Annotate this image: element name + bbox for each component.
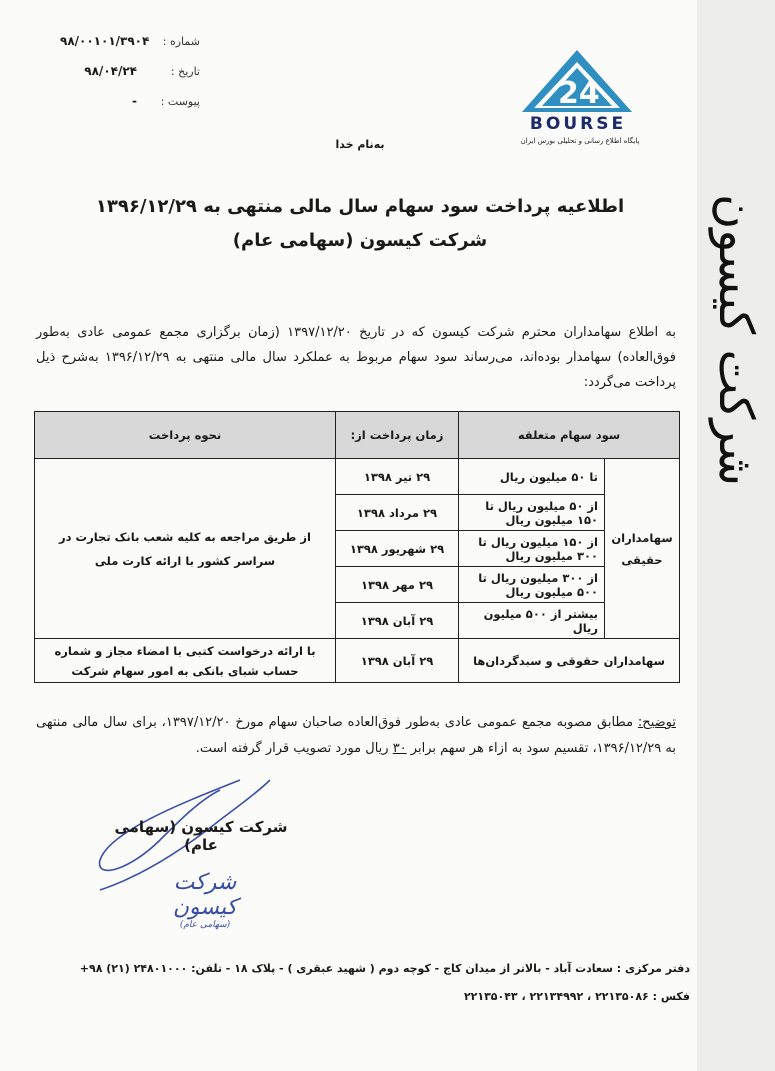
be-name: به‌نام خدا	[335, 138, 385, 151]
legal-date: ۲۹ آبان ۱۳۹۸	[335, 639, 458, 683]
meta-date-value: ۹۸/۰۴/۲۴	[84, 64, 137, 78]
stamp-line2: (سهامی عام)	[179, 920, 231, 930]
date-cell: ۲۹ مهر ۱۳۹۸	[335, 567, 458, 603]
stamp-line1: شرکت کیسون	[172, 870, 238, 920]
meta-attachment-value: -	[132, 94, 137, 108]
date-cell: ۲۹ تیر ۱۳۹۸	[335, 459, 458, 495]
note-amount: ۳۰	[392, 741, 407, 756]
company-title: شرکت کیسون (سهامی عام)	[232, 230, 488, 251]
meta-attachment-label: پیوست :	[160, 94, 200, 108]
meta-date-label: تاریخ :	[170, 64, 200, 78]
logo-subtitle: پایگاه اطلاع رسانی و تحلیلی بورس ایران	[520, 137, 640, 145]
note-text-before: مطابق مصوبه مجمع عمومی عادی به‌طور فوق‌العاده صاحبان سهام مورخ ۱۳۹۷/۱۲/۲۰، برای سال مالی منتهی به ۱۳۹۶/۱۲/۲۹، تقسیم سود به ازاء هر سهم برابر	[36, 715, 676, 756]
meta-attachment	[60, 86, 200, 116]
table-header-row	[35, 412, 680, 459]
note-paragraph	[36, 710, 676, 762]
letter-meta	[60, 26, 200, 116]
header-method: نحوه پرداخت	[35, 412, 336, 459]
range-cell: از ۳۰۰ میلیون ریال تا ۵۰۰ میلیون ریال	[458, 567, 604, 603]
group-label: سهامداران حقیقی	[605, 459, 680, 639]
footer-fax: فکس : ۲۲۱۳۵۰۸۶ ، ۲۲۱۳۴۹۹۲ ، ۲۲۱۳۵۰۴۳	[463, 990, 690, 1003]
range-cell: از ۱۵۰ میلیون ریال تا ۳۰۰ میلیون ریال	[458, 531, 604, 567]
dividend-table	[34, 411, 680, 683]
logo-wordmark: BOURSE	[529, 114, 627, 134]
side-company-title: شرکت کیسون	[708, 193, 764, 487]
header-share: سود سهام متعلقه	[458, 412, 679, 459]
legal-label: سهامداران حقوقی و سبدگردان‌ها	[458, 639, 679, 683]
method-individual: از طریق مراجعه به کلیه شعب بانک تجارت در سراسر کشور با ارائه کارت ملی	[35, 459, 336, 639]
meta-number	[60, 26, 200, 56]
intro-paragraph: به اطلاع سهامداران محترم شرکت کیسون که در تاریخ ۱۳۹۷/۱۲/۲۰ (زمان برگزاری مجمع عمومی عادی به‌طور فوق‌العاده) سهامدار بوده‌اند، می‌رساند سود سهام مربوط به عملکرد سال مالی منتهی به ۱۳۹۶/۱۲/۲۹ به‌شرح ذیل پرداخت می‌گردد:	[36, 325, 676, 390]
signature-title: شرکت کیسون (سهامی عام)	[114, 818, 288, 854]
range-cell: از ۵۰ میلیون ریال تا ۱۵۰ میلیون ریال	[458, 495, 604, 531]
date-cell: ۲۹ مرداد ۱۳۹۸	[335, 495, 458, 531]
header-date: زمان پرداخت از:	[335, 412, 458, 459]
legal-method: با ارائه درخواست کتبی با امضاء مجاز و شماره حساب شبای بانکی به امور سهام شرکت	[35, 639, 336, 683]
svg-text:24: 24	[558, 76, 600, 111]
note-label: توضیح:	[637, 715, 676, 730]
meta-number-value: ۹۸/۰۰۱۰۱/۳۹۰۴	[60, 34, 150, 48]
page-title: اطلاعیه پرداخت سود سهام سال مالی منتهی به ۱۳۹۶/۱۲/۲۹	[95, 196, 625, 217]
footer-address: دفتر مرکزی : سعادت آباد - بالاتر از میدان کاج - کوچه دوم ( شهید عبقری ) - پلاک ۱۸ - تلفن: ۲۴۸۰۱۰۰۰ (۲۱) ۹۸+	[79, 962, 690, 975]
table-row	[35, 639, 680, 683]
company-stamp	[140, 870, 270, 930]
note-text-after: ریال مورد تصویب قرار گرفته است.	[195, 741, 393, 756]
date-cell: ۲۹ آبان ۱۳۹۸	[335, 603, 458, 639]
date-cell: ۲۹ شهریور ۱۳۹۸	[335, 531, 458, 567]
meta-number-label: شماره :	[162, 34, 200, 48]
table-row	[35, 459, 680, 495]
meta-date	[60, 56, 200, 86]
range-cell: تا ۵۰ میلیون ریال	[458, 459, 604, 495]
range-cell: بیشتر از ۵۰۰ میلیون ریال	[458, 603, 604, 639]
